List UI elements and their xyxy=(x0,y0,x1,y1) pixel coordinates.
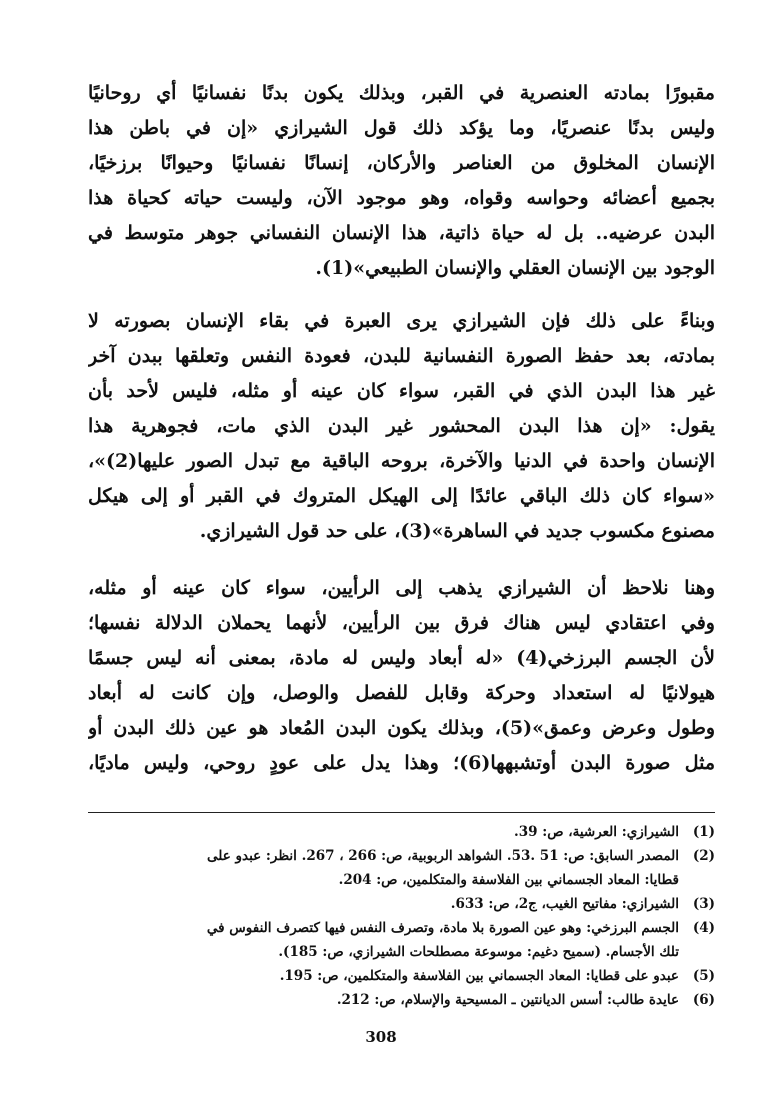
page-body xyxy=(88,76,715,1008)
footnote-text: عبدو على قطايا: المعاد الجسماني بين الفلاسفة والمتكلمين، ص: 195. xyxy=(279,968,679,984)
footnote-6 xyxy=(88,988,715,1012)
footnote-text: الجسم البرزخي: وهو عين الصورة بلا مادة، وتصرف النفس فيها كتصرف النفوس في xyxy=(206,920,679,936)
footnotes xyxy=(88,820,715,1012)
footnote-number: (5) xyxy=(692,968,715,984)
paragraph-3 xyxy=(88,571,715,781)
body-line: البدن عرضيه.. بل له حياة ذاتية، هذا الإنسان النفساني جوهر متوسط في xyxy=(88,222,715,244)
footnote-number: (6) xyxy=(692,992,715,1008)
footnote-3 xyxy=(88,892,715,916)
footnote-1 xyxy=(88,820,715,844)
paragraph-2 xyxy=(88,304,715,549)
body-line: بجميع أعضائه وحواسه وقواه، وهو موجود الآن، وليست حياته كحياة هذا xyxy=(88,187,715,209)
footnote-number: (3) xyxy=(692,896,715,912)
body-line: وبناءً على ذلك فإن الشيرازي يرى العبرة في بقاء الإنسان بصورته لا xyxy=(88,310,715,332)
body-line: مثل صورة البدن أوتشبهها(6)؛ وهذا يدل على عودٍ روحي، وليس ماديًا، xyxy=(88,752,715,774)
body-line: يقول: «إن هذا البدن المحشور غير البدن الذي مات، فجوهرية هذا xyxy=(88,415,715,437)
footnote-4 xyxy=(88,916,715,964)
body-line: وطول وعرض وعمق»(5)، وبذلك يكون البدن المُعاد هو عين ذلك البدن أو xyxy=(88,717,715,739)
body-line: وفي اعتقادي ليس هناك فرق بين الرأيين، لأنهما يحملان الدلالة نفسها؛ xyxy=(88,612,715,634)
body-line: مصنوع مكسوب جديد في الساهرة»(3)، على حد قول الشيرازي. xyxy=(199,520,715,542)
footnote-text: عايدة طالب: أسس الديانتين ـ المسيحية والإسلام، ص: 212. xyxy=(336,992,679,1008)
footnote-text: الشيرازي: العرشية، ص: 39. xyxy=(514,824,679,840)
body-line: الإنسان واحدة في الدنيا والآخرة، بروحه الباقية مع تبدل الصور عليها(2)»، xyxy=(88,450,715,472)
body-line: بمادته، بعد حفظ الصورة النفسانية للبدن، فعودة النفس وتعلقها ببدن آخر xyxy=(88,345,715,367)
footnote-text: المصدر السابق: ص: 51 .53. الشواهد الربوبية، ص: 266 ، 267. انظر: عبدو على xyxy=(207,848,679,864)
body-line: لأن الجسم البرزخي(4) «له أبعاد وليس له مادة، بمعنى أنه ليس جسمًا xyxy=(88,647,715,669)
body-line: مقبورًا بمادته العنصرية في القبر، وبذلك يكون بدنًا نفسانيًا أي روحانيًا xyxy=(88,82,715,104)
footnote-number: (1) xyxy=(692,824,715,840)
body-line: وليس بدنًا عنصريًا، وما يؤكد ذلك قول الشيرازي «إن في باطن هذا xyxy=(88,117,715,139)
footnote-number: (2) xyxy=(692,848,715,864)
paragraph-1 xyxy=(88,76,715,286)
footnote-text: قطايا: المعاد الجسماني بين الفلاسفة والمتكلمين، ص: 204. xyxy=(338,872,679,888)
footnote-5 xyxy=(88,964,715,988)
body-line: الوجود بين الإنسان العقلي والإنسان الطبيعي»(1). xyxy=(315,257,715,279)
footnote-divider xyxy=(88,812,715,813)
page-number: 308 xyxy=(365,1028,397,1046)
footnote-2 xyxy=(88,844,715,892)
footnote-text: الشيرازي: مفاتيح الغيب، ج2، ص: 633. xyxy=(450,896,679,912)
body-line: وهنا نلاحظ أن الشيرازي يذهب إلى الرأيين، سواء كان عينه أو مثله، xyxy=(88,577,715,599)
body-line: هيولانيًا له استعداد وحركة وقابل للفصل والوصل، وإن كانت له أبعاد xyxy=(88,682,715,704)
body-line: غير هذا البدن الذي في القبر، سواء كان عينه أو مثله، فليس لأحد بأن xyxy=(88,380,715,402)
body-line: الإنسان المخلوق من العناصر والأركان، إنسانًا نفسانيًا وحيوانًا برزخيًا، xyxy=(88,152,715,174)
footnote-number: (4) xyxy=(692,920,715,936)
body-line: «سواء كان ذلك الباقي عائدًا إلى الهيكل المتروك في القبر أو إلى هيكل xyxy=(88,485,715,507)
footnote-text: تلك الأجسام. (سميح دغيم: موسوعة مصطلحات الشيرازي، ص: 185). xyxy=(278,944,679,960)
